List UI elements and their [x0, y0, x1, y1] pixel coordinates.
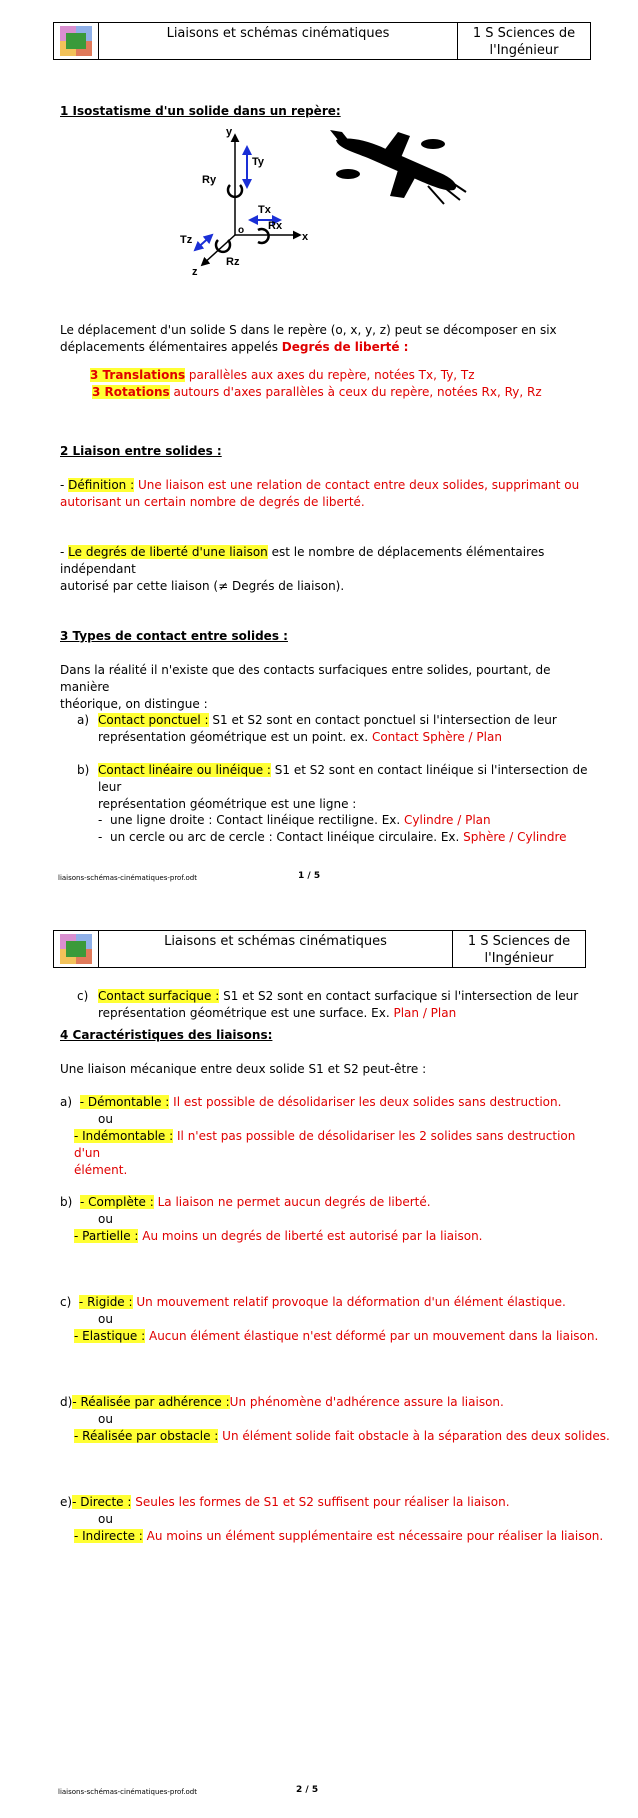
char-d-line1: [60, 1394, 620, 1411]
axis-diagram: [180, 125, 330, 285]
def-line1: Une liaison est une relation de contact entre deux solides, supprimant ou: [134, 478, 580, 492]
rx-rotation-icon: [258, 229, 269, 243]
translations-hl: 3 Translations: [90, 368, 186, 382]
char-d-txt1: Un phénomène d'adhérence assure la liaison.: [229, 1395, 504, 1409]
b-item1-text: une ligne droite : Contact linéique rectiligne. Ex.: [109, 813, 405, 827]
c-line2-wrap: [98, 1005, 598, 1022]
s3-intro: [60, 662, 600, 713]
label-tx: Tx: [258, 204, 271, 216]
char-a-hl2: - Indémontable :: [74, 1129, 174, 1143]
char-b-label: b): [60, 1195, 73, 1209]
header-title: Liaisons et schémas cinématiques: [99, 931, 453, 967]
label-rx: Rx: [268, 220, 283, 232]
char-e-txt1: Seules les formes de S1 et S2 suffisent pour réaliser la liaison.: [131, 1495, 510, 1509]
a-red: Contact Sphère / Plan: [371, 730, 502, 744]
p1-line1: Le déplacement d'un solide S dans le repère (o, x, y, z) peut se décomposer en six: [60, 323, 557, 337]
char-a-txt2: Il n'est pas possible de désolidariser les 2 solides sans destruction d'un: [74, 1129, 576, 1160]
header-subject-line1: 1 S Sciences de: [472, 26, 576, 41]
dl-hl: Le degrés de liberté d'une liaison: [68, 545, 268, 559]
b-line1: S1 et S2 sont en contact linéique si l'intersection de leur: [98, 763, 588, 794]
char-e-txt2: Au moins un élément supplémentaire est nécessaire pour réaliser la liaison.: [142, 1529, 604, 1543]
def-line1-wrap: [60, 477, 600, 494]
c-line1: S1 et S2 sont en contact surfacique si l'intersection de leur: [219, 989, 579, 1003]
label-ry: Ry: [202, 174, 217, 186]
char-b-line1: [60, 1194, 600, 1211]
item-a-label: a): [77, 713, 90, 727]
p1-line2: déplacements élémentaires appelés: [60, 340, 282, 354]
page1-number: 1 / 5: [298, 871, 321, 881]
char-c-txt1: Un mouvement relatif provoque la déformation d'un élément élastique.: [132, 1295, 566, 1309]
char-a-line1: [60, 1094, 600, 1111]
header-subject: [453, 931, 585, 967]
page-2: [0, 900, 638, 1818]
char-c-ou: ou: [98, 1312, 113, 1326]
dof-block: [60, 544, 600, 595]
char-d-hl2: - Réalisée par obstacle :: [74, 1429, 219, 1443]
header-subject-line2: l'Ingénieur: [484, 951, 554, 966]
item-a: [98, 712, 598, 746]
b-item1: [98, 812, 491, 829]
logo-cell: [54, 931, 99, 967]
char-a-hl1: - Démontable :: [79, 1095, 170, 1109]
char-d-label: d): [60, 1395, 73, 1409]
item-b: [98, 762, 598, 813]
char-b-ou: ou: [98, 1212, 113, 1226]
c-line2: représentation géométrique est une surface. Ex.: [98, 1006, 394, 1020]
school-logo-icon: [60, 26, 92, 56]
school-logo-icon: [60, 934, 92, 964]
b-hl: Contact linéaire ou linéique :: [98, 763, 271, 777]
b-line2: représentation géométrique est une ligne :: [98, 797, 357, 811]
def-line2: autorisant un certain nombre de degrés de liberté.: [60, 495, 365, 509]
c-red: Plan / Plan: [393, 1006, 457, 1020]
header-subject-line1: 1 S Sciences de: [467, 934, 571, 949]
p1-dof-intro: [60, 322, 600, 356]
s4-intro: Une liaison mécanique entre deux solide S1 et S2 peut-être :: [60, 1062, 427, 1076]
label-x: x: [302, 231, 309, 243]
a-line1-wrap: [98, 712, 598, 729]
char-c-hl2: - Elastique :: [74, 1329, 146, 1343]
char-e-hl2: - Indirecte :: [74, 1529, 143, 1543]
page-1: [0, 0, 638, 900]
char-a-label: a): [60, 1095, 73, 1109]
def-hl: Définition :: [68, 478, 135, 492]
char-b-txt1: La liaison ne permet aucun degrés de liberté.: [153, 1195, 431, 1209]
translations-line: [90, 367, 475, 384]
page-header: [53, 930, 586, 968]
char-c-label: c): [60, 1295, 72, 1309]
definition-block: [60, 477, 600, 511]
item-c: [98, 988, 598, 1022]
char-item-e: [60, 1494, 620, 1545]
page1-footer: liaisons-schémas-cinématiques-prof.odt: [58, 874, 197, 882]
dl-prefix: -: [60, 545, 69, 559]
tz-arrow: [195, 235, 212, 250]
char-e-label: e): [60, 1495, 73, 1509]
item-c-label: c): [77, 989, 89, 1003]
char-c-line1: [60, 1294, 600, 1311]
p1-dof-label: Degrés de liberté :: [281, 340, 409, 354]
char-c-line2: [60, 1328, 600, 1345]
def-prefix: -: [60, 478, 69, 492]
b-item2-text: un cercle ou arc de cercle : Contact linéique circulaire. Ex.: [109, 830, 464, 844]
section-4-title: 4 Caractéristiques des liaisons:: [60, 1028, 273, 1042]
translations-text: parallèles aux axes du repère, notées Tx, Ty, Tz: [185, 368, 475, 382]
a-line2-wrap: [98, 729, 598, 746]
header-subject: [458, 23, 590, 59]
char-e-line1: [60, 1494, 620, 1511]
dl-line1-wrap: [60, 544, 600, 578]
p1-line2-wrap: [60, 339, 600, 356]
airplane-icon: [328, 130, 468, 210]
dl-line2: autorisé par cette liaison (≠ Degrés de liaison).: [60, 579, 345, 593]
bullet-icon: -: [98, 830, 110, 844]
char-a-line2: [60, 1128, 600, 1162]
char-item-a: [60, 1094, 600, 1179]
label-z: z: [192, 266, 198, 278]
c-hl: Contact surfacique :: [98, 989, 220, 1003]
page2-number: 2 / 5: [296, 1785, 319, 1795]
a-line2: représentation géométrique est un point. ex.: [98, 730, 372, 744]
logo-cell: [54, 23, 99, 59]
b-item1-red: Cylindre / Plan: [404, 813, 491, 827]
char-b-hl2: - Partielle :: [74, 1229, 139, 1243]
char-e-ou: ou: [98, 1512, 113, 1526]
char-d-hl1: - Réalisée par adhérence :: [72, 1395, 230, 1409]
rotations-line: [92, 384, 542, 401]
char-c-hl1: - Rigide :: [78, 1295, 133, 1309]
char-e-hl1: - Directe :: [72, 1495, 132, 1509]
char-d-ou: ou: [98, 1412, 113, 1426]
label-ty: Ty: [252, 156, 265, 168]
item-b-label: b): [77, 763, 90, 777]
char-item-c: [60, 1294, 600, 1345]
dl-line1: est le nombre de déplacements élémentaires indépendant: [60, 545, 545, 576]
char-item-d: [60, 1394, 620, 1445]
char-c-txt2: Aucun élément élastique n'est déformé par un mouvement dans la liaison.: [145, 1329, 599, 1343]
char-a-ou: ou: [98, 1112, 113, 1126]
section-3-title: 3 Types de contact entre solides :: [60, 629, 288, 643]
char-b-hl1: - Complète :: [79, 1195, 154, 1209]
c-line1-wrap: [98, 988, 598, 1005]
b-item2-red: Sphère / Cylindre: [463, 830, 567, 844]
char-d-line2: [60, 1428, 620, 1445]
b-line1-wrap: [98, 762, 598, 796]
label-rz: Rz: [226, 256, 240, 268]
section-2-title: 2 Liaison entre solides :: [60, 444, 222, 458]
char-e-line2: [60, 1528, 620, 1545]
page-header: [53, 22, 591, 60]
label-tz: Tz: [180, 234, 193, 246]
rotations-text: autours d'axes parallèles à ceux du repère, notées Rx, Ry, Rz: [169, 385, 542, 399]
s3-intro-line2: théorique, on distingue :: [60, 697, 208, 711]
label-o: o: [238, 225, 245, 236]
a-hl: Contact ponctuel :: [98, 713, 209, 727]
s3-intro-line1: Dans la réalité il n'existe que des contacts surfaciques entre solides, pourtant, de manière: [60, 663, 551, 694]
page2-footer: liaisons-schémas-cinématiques-prof.odt: [58, 1788, 197, 1796]
header-subject-line2: l'Ingénieur: [489, 43, 559, 58]
section-1-title: 1 Isostatisme d'un solide dans un repère:: [60, 104, 341, 118]
b-item2: [98, 829, 567, 846]
char-a-txt1: Il est possible de désolidariser les deux solides sans destruction.: [169, 1095, 562, 1109]
header-title: Liaisons et schémas cinématiques: [99, 23, 458, 59]
a-line1: S1 et S2 sont en contact ponctuel si l'intersection de leur: [208, 713, 557, 727]
bullet-icon: -: [98, 813, 110, 827]
char-d-txt2: Un élément solide fait obstacle à la séparation des deux solides.: [218, 1429, 610, 1443]
char-a-txt2b: élément.: [74, 1163, 128, 1177]
label-y: y: [226, 126, 233, 138]
rotations-hl: 3 Rotations: [92, 385, 170, 399]
char-b-txt2: Au moins un degrés de liberté est autorisé par la liaison.: [138, 1229, 483, 1243]
char-item-b: [60, 1194, 600, 1245]
char-b-line2: [60, 1228, 600, 1245]
